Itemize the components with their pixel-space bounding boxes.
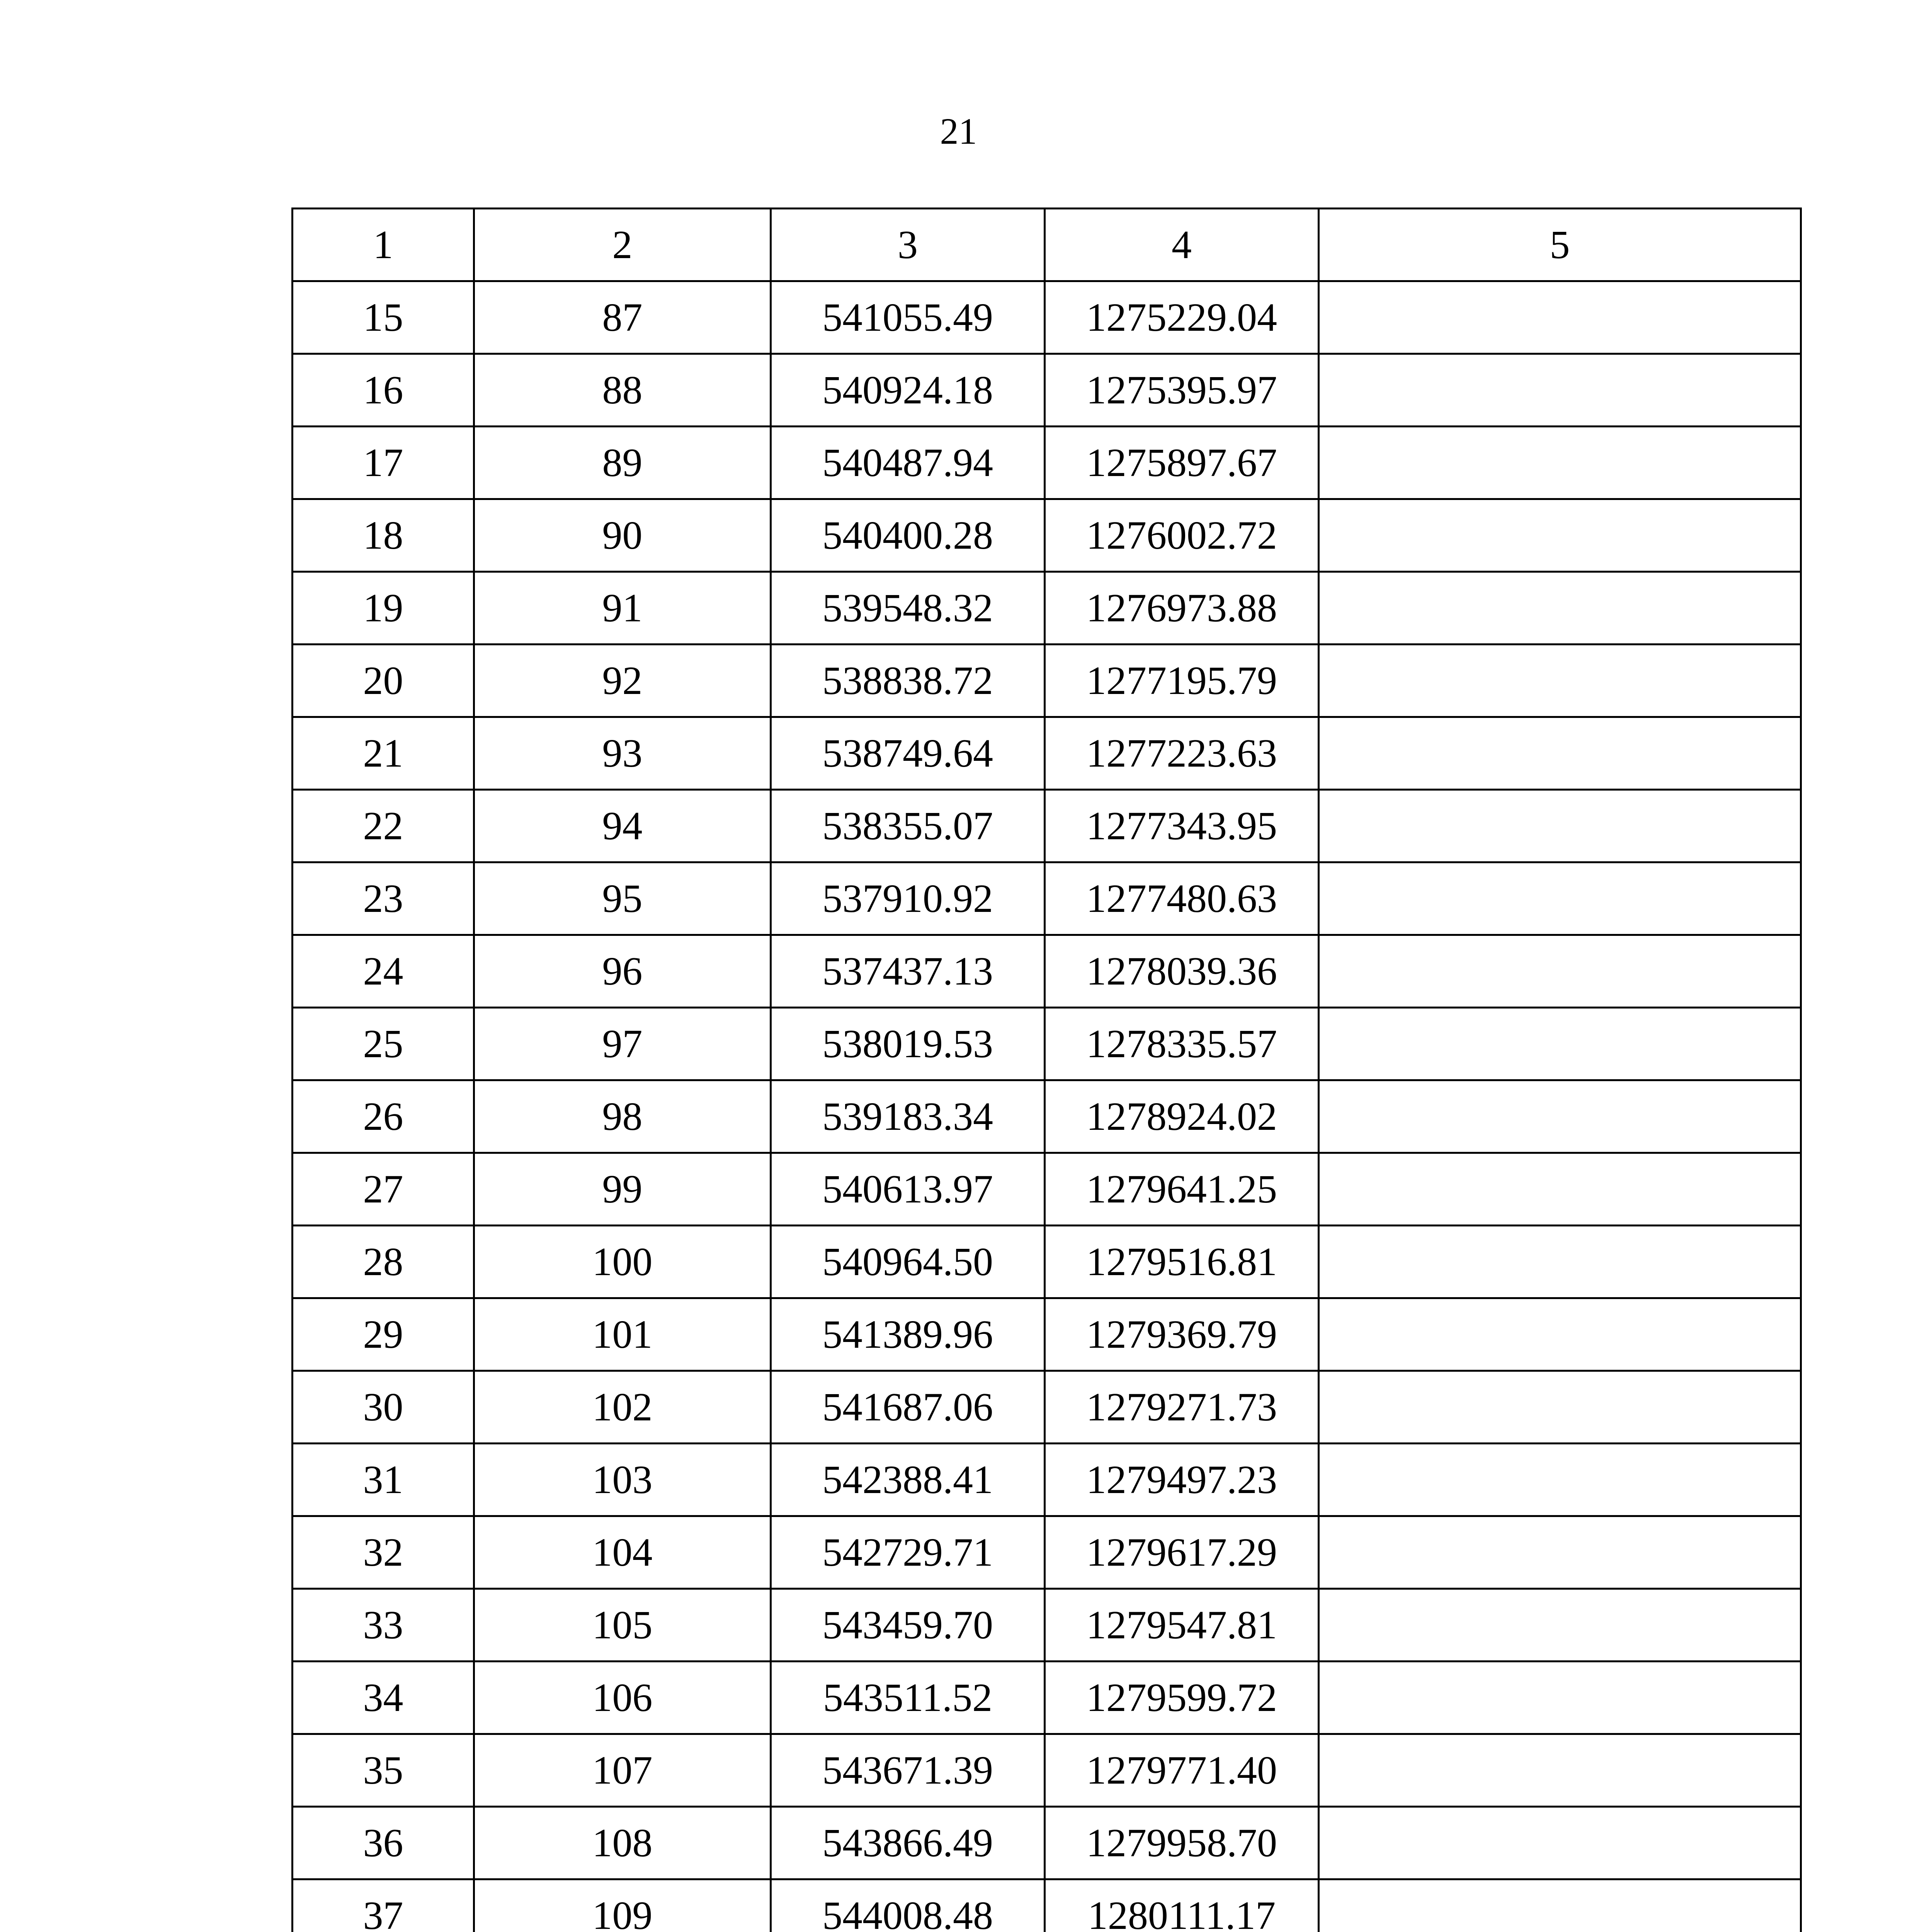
- table-row: [293, 645, 1801, 717]
- x-coordinate-cell: 539183.34: [771, 1080, 1045, 1153]
- x-coordinate-cell: 540613.97: [771, 1153, 1045, 1226]
- table-row: [293, 1807, 1801, 1879]
- row-number-cell: 20: [293, 645, 474, 717]
- table-row: [293, 354, 1801, 427]
- notes-cell: [1319, 1226, 1801, 1298]
- table-row: [293, 862, 1801, 935]
- table-row: [293, 1153, 1801, 1226]
- point-number-cell: 107: [474, 1734, 771, 1807]
- notes-cell: [1319, 717, 1801, 790]
- table-row: [293, 1879, 1801, 1932]
- notes-cell: [1319, 354, 1801, 427]
- x-coordinate-cell: 543671.39: [771, 1734, 1045, 1807]
- header-cell-2: 2: [474, 209, 771, 281]
- y-coordinate-cell: 1279771.40: [1045, 1734, 1319, 1807]
- notes-cell: [1319, 935, 1801, 1008]
- x-coordinate-cell: 541687.06: [771, 1371, 1045, 1444]
- y-coordinate-cell: 1279369.79: [1045, 1298, 1319, 1371]
- x-coordinate-cell: 537437.13: [771, 935, 1045, 1008]
- point-number-cell: 90: [474, 499, 771, 572]
- y-coordinate-cell: 1275897.67: [1045, 427, 1319, 499]
- table-row: [293, 1444, 1801, 1516]
- row-number-cell: 15: [293, 281, 474, 354]
- table-row: [293, 427, 1801, 499]
- point-number-cell: 108: [474, 1807, 771, 1879]
- row-number-cell: 31: [293, 1444, 474, 1516]
- row-number-cell: 23: [293, 862, 474, 935]
- y-coordinate-cell: 1276002.72: [1045, 499, 1319, 572]
- x-coordinate-cell: 541389.96: [771, 1298, 1045, 1371]
- notes-cell: [1319, 572, 1801, 645]
- x-coordinate-cell: 542388.41: [771, 1444, 1045, 1516]
- table-row: [293, 1662, 1801, 1734]
- y-coordinate-cell: 1279641.25: [1045, 1153, 1319, 1226]
- row-number-cell: 37: [293, 1879, 474, 1932]
- notes-cell: [1319, 1807, 1801, 1879]
- point-number-cell: 102: [474, 1371, 771, 1444]
- point-number-cell: 109: [474, 1879, 771, 1932]
- notes-cell: [1319, 1444, 1801, 1516]
- notes-cell: [1319, 1662, 1801, 1734]
- row-number-cell: 32: [293, 1516, 474, 1589]
- notes-cell: [1319, 1516, 1801, 1589]
- row-number-cell: 29: [293, 1298, 474, 1371]
- notes-cell: [1319, 1734, 1801, 1807]
- y-coordinate-cell: 1279599.72: [1045, 1662, 1319, 1734]
- point-number-cell: 99: [474, 1153, 771, 1226]
- point-number-cell: 105: [474, 1589, 771, 1662]
- x-coordinate-cell: 540487.94: [771, 427, 1045, 499]
- row-number-cell: 34: [293, 1662, 474, 1734]
- notes-cell: [1319, 1080, 1801, 1153]
- table-row: [293, 1080, 1801, 1153]
- x-coordinate-cell: 537910.92: [771, 862, 1045, 935]
- y-coordinate-cell: 1278924.02: [1045, 1080, 1319, 1153]
- y-coordinate-cell: 1280111.17: [1045, 1879, 1319, 1932]
- table-row: [293, 1226, 1801, 1298]
- table-row: [293, 1371, 1801, 1444]
- header-row: [293, 209, 1801, 281]
- table-row: [293, 1008, 1801, 1080]
- y-coordinate-cell: 1279497.23: [1045, 1444, 1319, 1516]
- point-number-cell: 103: [474, 1444, 771, 1516]
- point-number-cell: 106: [474, 1662, 771, 1734]
- x-coordinate-cell: 540964.50: [771, 1226, 1045, 1298]
- x-coordinate-cell: 538749.64: [771, 717, 1045, 790]
- point-number-cell: 88: [474, 354, 771, 427]
- point-number-cell: 95: [474, 862, 771, 935]
- x-coordinate-cell: 540924.18: [771, 354, 1045, 427]
- point-number-cell: 91: [474, 572, 771, 645]
- notes-cell: [1319, 499, 1801, 572]
- table-row: [293, 1516, 1801, 1589]
- table-row: [293, 717, 1801, 790]
- notes-cell: [1319, 1298, 1801, 1371]
- notes-cell: [1319, 1153, 1801, 1226]
- point-number-cell: 100: [474, 1226, 771, 1298]
- point-number-cell: 104: [474, 1516, 771, 1589]
- notes-cell: [1319, 1008, 1801, 1080]
- point-number-cell: 93: [474, 717, 771, 790]
- x-coordinate-cell: 540400.28: [771, 499, 1045, 572]
- x-coordinate-cell: 543459.70: [771, 1589, 1045, 1662]
- y-coordinate-cell: 1277480.63: [1045, 862, 1319, 935]
- y-coordinate-cell: 1275395.97: [1045, 354, 1319, 427]
- notes-cell: [1319, 862, 1801, 935]
- y-coordinate-cell: 1279271.73: [1045, 1371, 1319, 1444]
- row-number-cell: 18: [293, 499, 474, 572]
- x-coordinate-cell: 543511.52: [771, 1662, 1045, 1734]
- notes-cell: [1319, 1589, 1801, 1662]
- x-coordinate-cell: 541055.49: [771, 281, 1045, 354]
- x-coordinate-cell: 543866.49: [771, 1807, 1045, 1879]
- row-number-cell: 17: [293, 427, 474, 499]
- page-number: 21: [940, 111, 977, 152]
- table-body: [293, 281, 1801, 1932]
- y-coordinate-cell: 1279617.29: [1045, 1516, 1319, 1589]
- table-row: [293, 1734, 1801, 1807]
- point-number-cell: 101: [474, 1298, 771, 1371]
- y-coordinate-cell: 1278335.57: [1045, 1008, 1319, 1080]
- row-number-cell: 24: [293, 935, 474, 1008]
- row-number-cell: 35: [293, 1734, 474, 1807]
- row-number-cell: 26: [293, 1080, 474, 1153]
- x-coordinate-cell: 539548.32: [771, 572, 1045, 645]
- point-number-cell: 87: [474, 281, 771, 354]
- header-cell-5: 5: [1319, 209, 1801, 281]
- row-number-cell: 30: [293, 1371, 474, 1444]
- header-cell-4: 4: [1045, 209, 1319, 281]
- row-number-cell: 22: [293, 790, 474, 862]
- point-number-cell: 92: [474, 645, 771, 717]
- row-number-cell: 16: [293, 354, 474, 427]
- table-row: [293, 499, 1801, 572]
- coordinates-table: [291, 207, 1802, 1932]
- point-number-cell: 96: [474, 935, 771, 1008]
- notes-cell: [1319, 790, 1801, 862]
- y-coordinate-cell: 1278039.36: [1045, 935, 1319, 1008]
- table-header: [293, 209, 1801, 281]
- header-cell-1: 1: [293, 209, 474, 281]
- table-row: [293, 1298, 1801, 1371]
- x-coordinate-cell: 538019.53: [771, 1008, 1045, 1080]
- notes-cell: [1319, 645, 1801, 717]
- x-coordinate-cell: 542729.71: [771, 1516, 1045, 1589]
- y-coordinate-cell: 1275229.04: [1045, 281, 1319, 354]
- y-coordinate-cell: 1277343.95: [1045, 790, 1319, 862]
- row-number-cell: 36: [293, 1807, 474, 1879]
- notes-cell: [1319, 1371, 1801, 1444]
- x-coordinate-cell: 544008.48: [771, 1879, 1045, 1932]
- point-number-cell: 89: [474, 427, 771, 499]
- table-row: [293, 935, 1801, 1008]
- row-number-cell: 33: [293, 1589, 474, 1662]
- x-coordinate-cell: 538355.07: [771, 790, 1045, 862]
- row-number-cell: 21: [293, 717, 474, 790]
- y-coordinate-cell: 1279958.70: [1045, 1807, 1319, 1879]
- point-number-cell: 97: [474, 1008, 771, 1080]
- y-coordinate-cell: 1276973.88: [1045, 572, 1319, 645]
- y-coordinate-cell: 1277223.63: [1045, 717, 1319, 790]
- table-row: [293, 572, 1801, 645]
- table-row: [293, 790, 1801, 862]
- y-coordinate-cell: 1279516.81: [1045, 1226, 1319, 1298]
- notes-cell: [1319, 1879, 1801, 1932]
- header-cell-3: 3: [771, 209, 1045, 281]
- table-row: [293, 1589, 1801, 1662]
- point-number-cell: 94: [474, 790, 771, 862]
- notes-cell: [1319, 427, 1801, 499]
- row-number-cell: 25: [293, 1008, 474, 1080]
- x-coordinate-cell: 538838.72: [771, 645, 1045, 717]
- row-number-cell: 28: [293, 1226, 474, 1298]
- table-row: [293, 281, 1801, 354]
- y-coordinate-cell: 1277195.79: [1045, 645, 1319, 717]
- notes-cell: [1319, 281, 1801, 354]
- row-number-cell: 27: [293, 1153, 474, 1226]
- point-number-cell: 98: [474, 1080, 771, 1153]
- y-coordinate-cell: 1279547.81: [1045, 1589, 1319, 1662]
- row-number-cell: 19: [293, 572, 474, 645]
